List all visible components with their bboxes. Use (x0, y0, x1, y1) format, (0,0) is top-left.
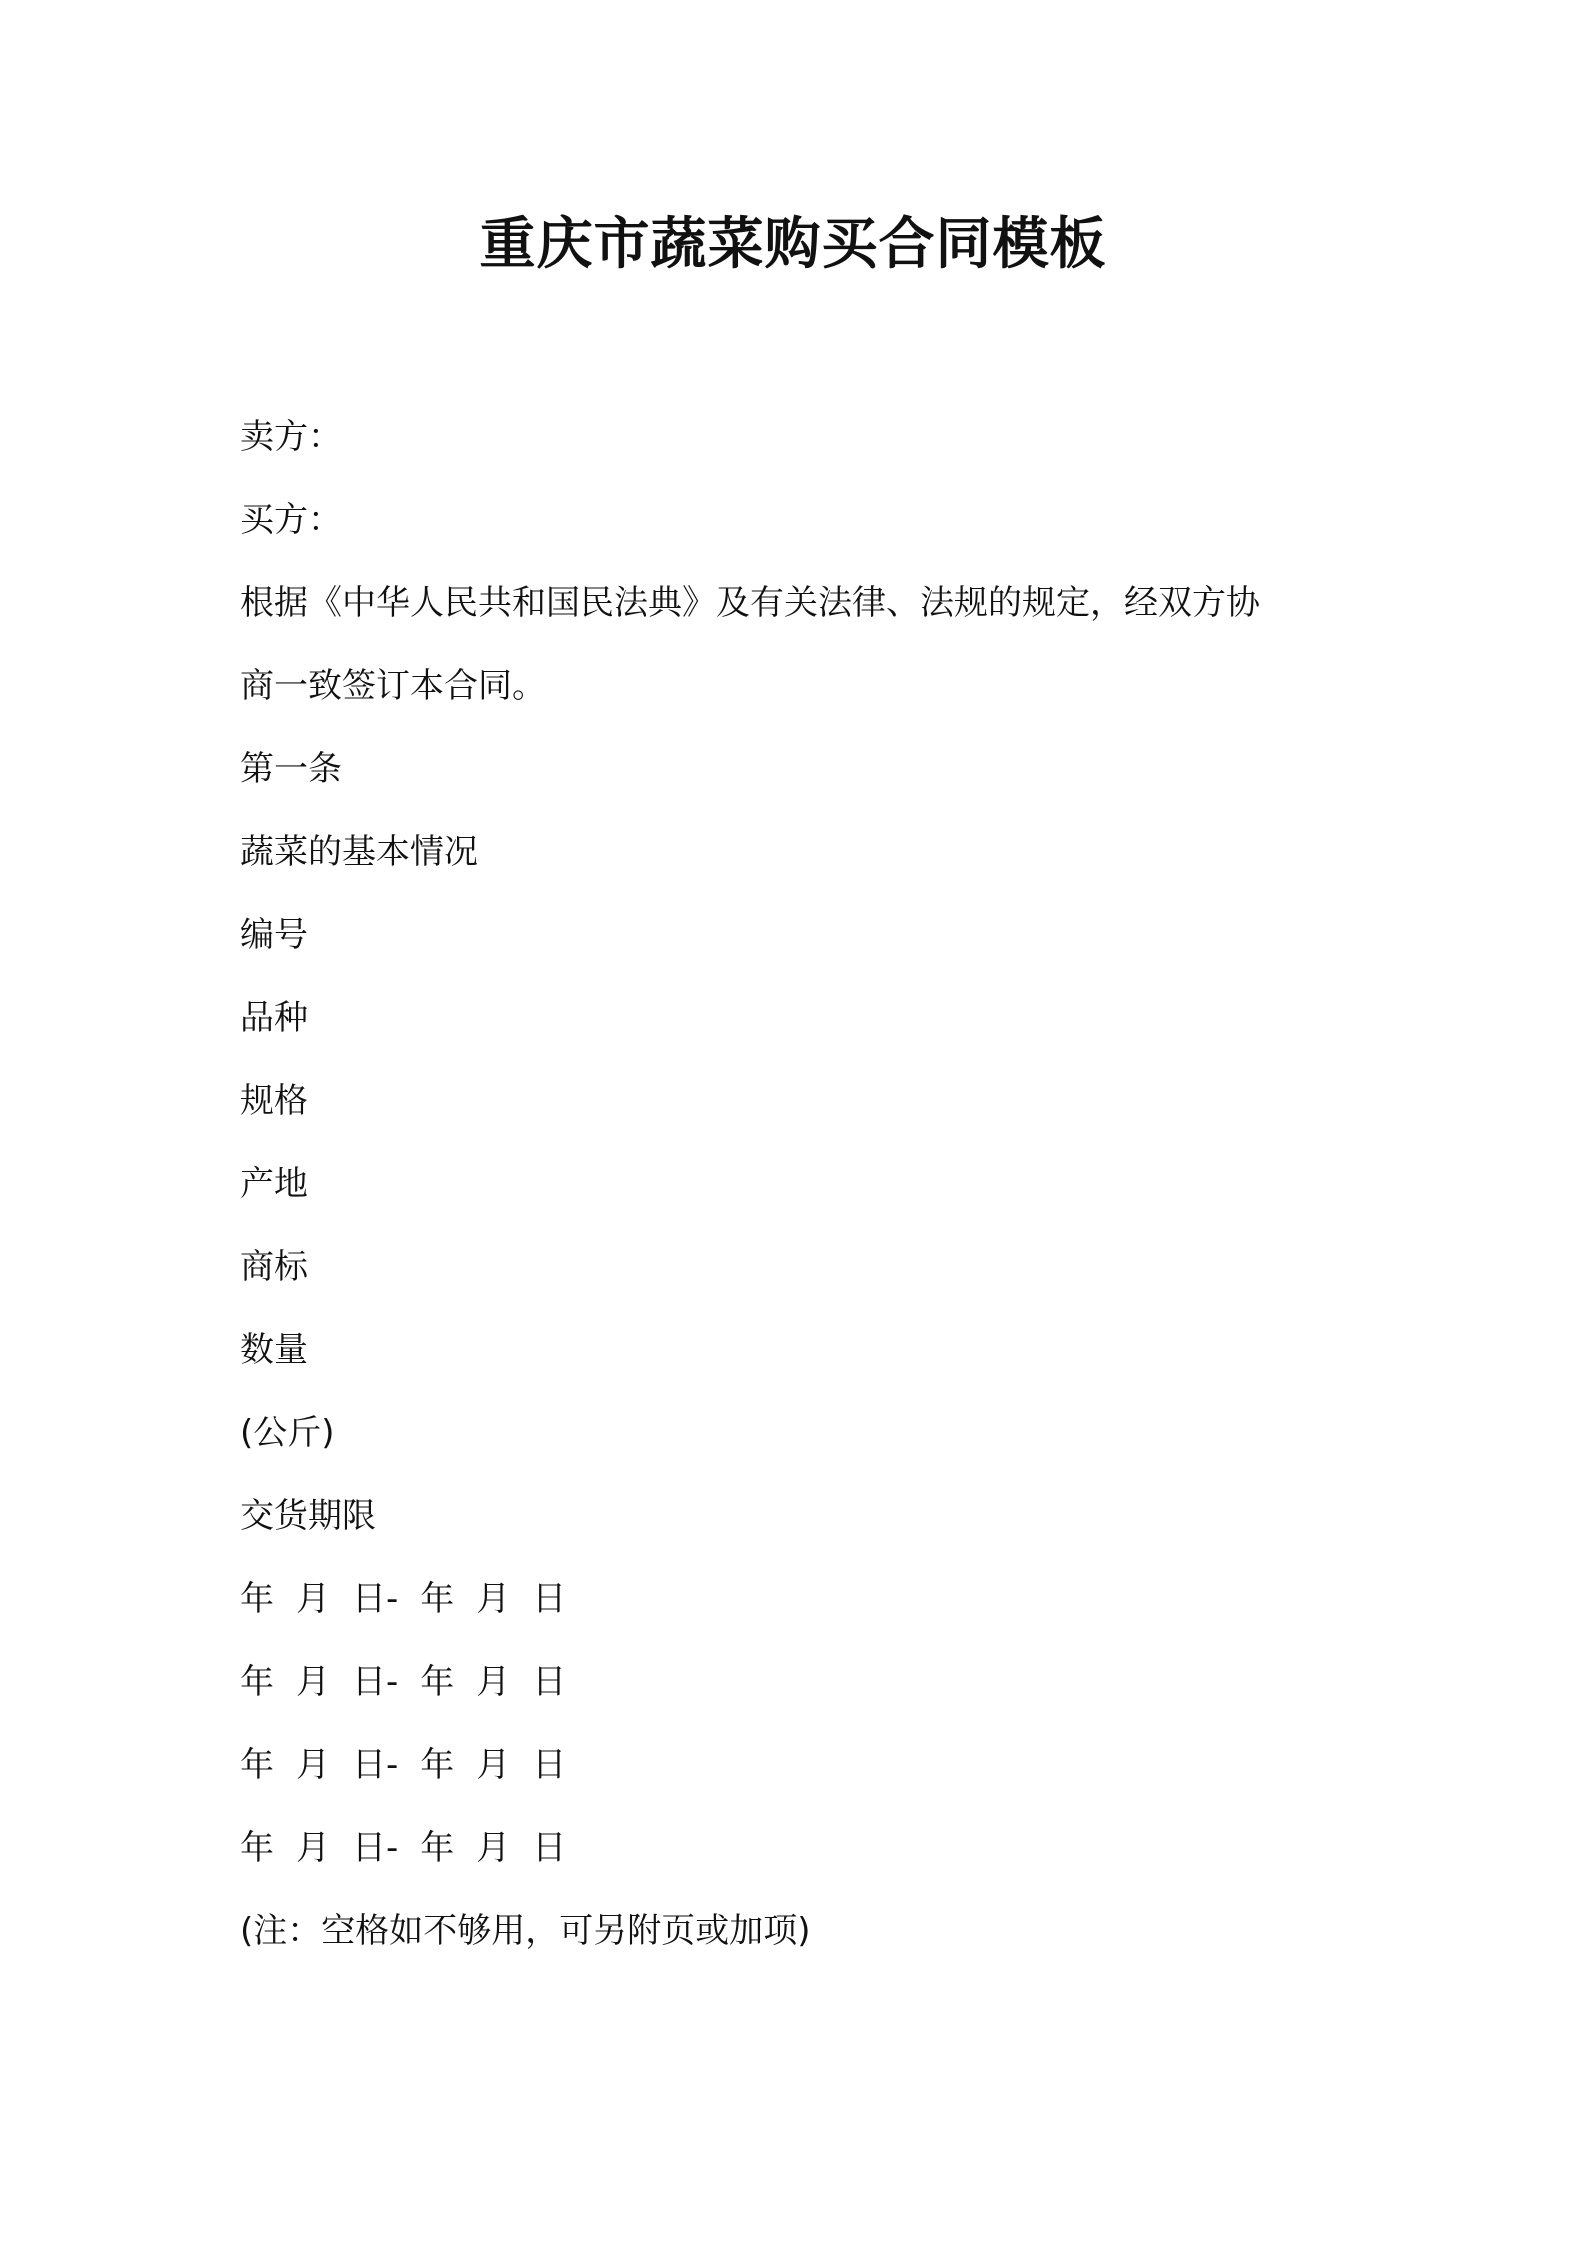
date-row-part: 年 (240, 1579, 274, 1619)
date-row-part: 月 (296, 1579, 330, 1619)
document-title: 重庆市蔬菜购买合同模板 (479, 212, 1107, 277)
footnote: (注：空格如不够用，可另附页或加项) (240, 1911, 811, 1951)
date-row-part: 日 (532, 1828, 567, 1868)
date-row (240, 1724, 1360, 1807)
field-quantity-unit: (公斤) (240, 1413, 335, 1453)
intro-line-1: 根据《中华人民共和国民法典》及有关法律、法规的规定，经双方协 (240, 583, 1260, 623)
date-row-part: 年 (240, 1745, 274, 1785)
date-row (240, 1807, 1360, 1890)
date-row-part: 年 (420, 1579, 455, 1619)
date-row-part: 月 (476, 1579, 511, 1619)
date-row-part: 日- (352, 1662, 399, 1702)
buyer-label: 买方： (240, 500, 342, 540)
date-row-part: 日 (532, 1662, 567, 1702)
field-delivery-period: 交货期限 (240, 1496, 376, 1536)
date-row (240, 1641, 1360, 1724)
date-row-part: 日 (532, 1579, 567, 1619)
field-origin: 产地 (240, 1164, 308, 1204)
date-row-part: 年 (420, 1828, 455, 1868)
date-row-part: 日- (352, 1745, 399, 1785)
field-variety: 品种 (240, 998, 308, 1038)
date-row-part: 月 (476, 1745, 511, 1785)
date-row-part: 日- (352, 1579, 399, 1619)
date-row-part: 月 (296, 1745, 330, 1785)
field-quantity: 数量 (240, 1330, 308, 1370)
date-row-part: 日- (352, 1828, 399, 1868)
date-row-part: 年 (420, 1662, 455, 1702)
date-row-part: 年 (240, 1662, 274, 1702)
date-row-part: 月 (476, 1828, 511, 1868)
date-row-part: 日 (532, 1745, 567, 1785)
date-row (240, 1558, 1360, 1641)
date-row-part: 年 (420, 1745, 455, 1785)
date-row-part: 月 (296, 1828, 330, 1868)
field-number: 编号 (240, 915, 308, 955)
document-body (240, 396, 1360, 1973)
date-row-part: 月 (476, 1662, 511, 1702)
field-trademark: 商标 (240, 1247, 308, 1287)
intro-line-2: 商一致签订本合同。 (240, 666, 546, 706)
seller-label: 卖方： (240, 417, 342, 457)
section-heading: 蔬菜的基本情况 (240, 832, 478, 872)
date-row-part: 月 (296, 1662, 330, 1702)
field-spec: 规格 (240, 1081, 308, 1121)
date-row-part: 年 (240, 1828, 274, 1868)
article-1-heading: 第一条 (240, 749, 342, 789)
